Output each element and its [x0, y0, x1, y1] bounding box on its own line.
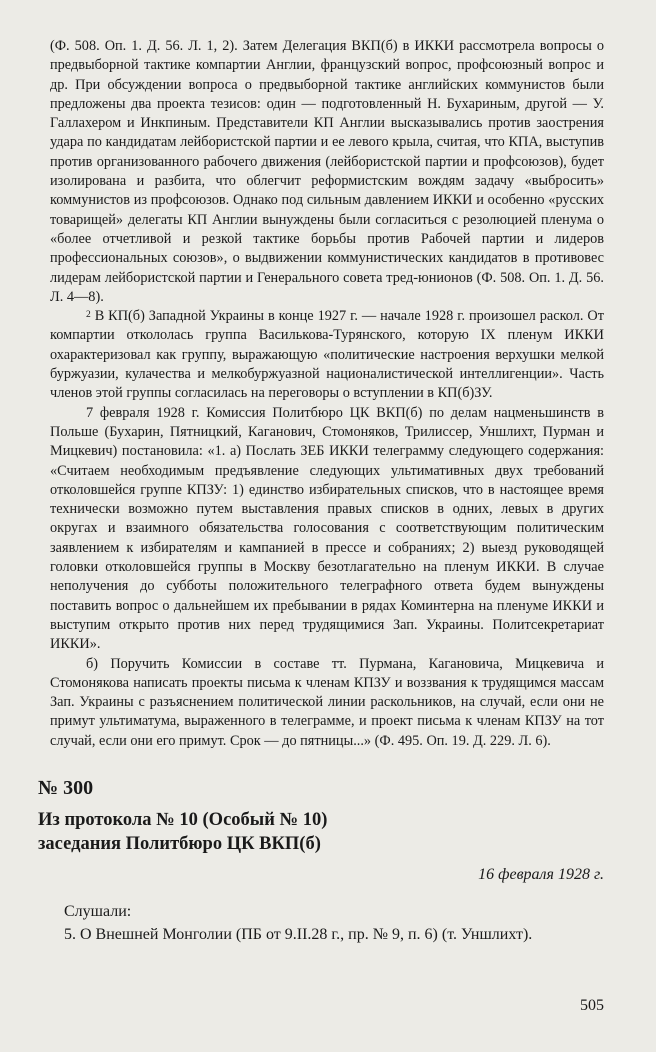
- footnote-2-text: В КП(б) Западной Украины в конце 1927 г. — начале 1928 г. произошел раскол. От компартии откололась группа Василькова-Турянского, которую IX пленум ИККИ охарактеризовал как группу, выражающую «политические настроения верхушки мелкой буржуазии, кулачества и мелкобуржуазной националистической интеллигенции». Часть членов этой группы согласилась на переговоры о вступлении в КП(б)ЗУ.: [50, 308, 604, 402]
- agenda-item: 5. О Внешней Монголии (ПБ от 9.II.28 г., пр. № 9, п. 6) (т. Уншлихт).: [64, 925, 533, 943]
- document-title: [38, 808, 604, 856]
- footnote-marker: 2: [86, 310, 91, 321]
- commission-assignment-paragraph: б) Поручить Комиссии в составе тт. Пурмана, Кагановича, Мицкевича и Стомонякова написать проекты письма к членам КПЗУ и воззвания к трудящимся массам Зап. Украины с разъяснением политической линии раскольников, на случай, если они не примут ультиматума, выраженного в телеграмме, и проект письма к членам КПЗУ на тот случай, если они его примут. Срок — до пятницы...» (Ф. 495. Оп. 19. Д. 229. Л. 6).: [50, 655, 604, 749]
- document-number-heading: № 300: [38, 776, 94, 799]
- document-title-line-2: заседания Политбюро ЦК ВКП(б): [38, 833, 321, 854]
- footnote-continuation-paragraph: (Ф. 508. Оп. 1. Д. 56. Л. 1, 2). Затем Делегация ВКП(б) в ИККИ рассмотрела вопросы о предвыборной тактике компартии Англии, французский вопрос, профсоюзный вопрос и др. При обсуждении вопроса о предвыборной тактике английских коммунистов были предложены два проекта тезисов: один — подготовленный Н. Бухариным, другой — У. Галлахером и Инкпиным. Представители КП Англии высказывались против заострения удара по кандидатам лейбористской партии и ее левого крыла, считая, что КПА, выступив против организованного рабочего движения (лейбористской партии и профсоюзов), будет изолирована и разбита, что облегчит реформистским вождям задачу «выбросить» коммунистов из профсоюзов. Однако под сильным давлением ИККИ и особенно «русских товарищей» делегаты КП Англии вынуждены были согласиться с резолюцией пленума о «более отчетливой и резкой тактике борьбы против Рабочей партии и лидеров профессиональных союзов», о выдвижении коммунистических кандидатов в противовес лидерам лейбористской партии и Генерального совета тред-юнионов (Ф. 508. Оп. 1. Д. 56. Л. 4—8).: [50, 38, 604, 305]
- document-title-line-1: Из протокола № 10 (Особый № 10): [38, 809, 328, 830]
- heard-label: Слушали:: [64, 902, 132, 920]
- commission-decision-paragraph: 7 февраля 1928 г. Комиссия Политбюро ЦК ВКП(б) по делам нацменьшинств в Польше (Бухарин, Пятницкий, Каганович, Стомоняков, Трилиссер, Уншлихт, Пурман и Мицкевич) постановила: «1. а) Послать ЗЕБ ИККИ телеграмму следующего содержания: «Считаем необходимым предъявление следующих ультимативных двух требований отколовшейся группе КПЗУ: 1) единство избирательных списков, что в настоящее время технически возможно путем выставления правых списков в одних, левых в других округах и взаимного обязательства голосования с соответствующим политическим заявлением к избирателям и кампанией в прессе и собраниях; 2) выезд руководящей головки отколовшейся группы в Москву безотлагательно на пленум ИККИ. В случае неполучения до субботы положительного телеграфного ответа будем вынуждены поставить вопрос о дальнейшем их пребывании в рядах Коминтерна на пленуме ИККИ и выступим открыто против них перед трудящимися Зап. Украины. Политсекретариат ИККИ».: [50, 404, 604, 653]
- footnote-2-paragraph: [50, 307, 604, 403]
- page-number: 505: [580, 997, 604, 1014]
- document-date: 16 февраля 1928 г.: [478, 865, 604, 883]
